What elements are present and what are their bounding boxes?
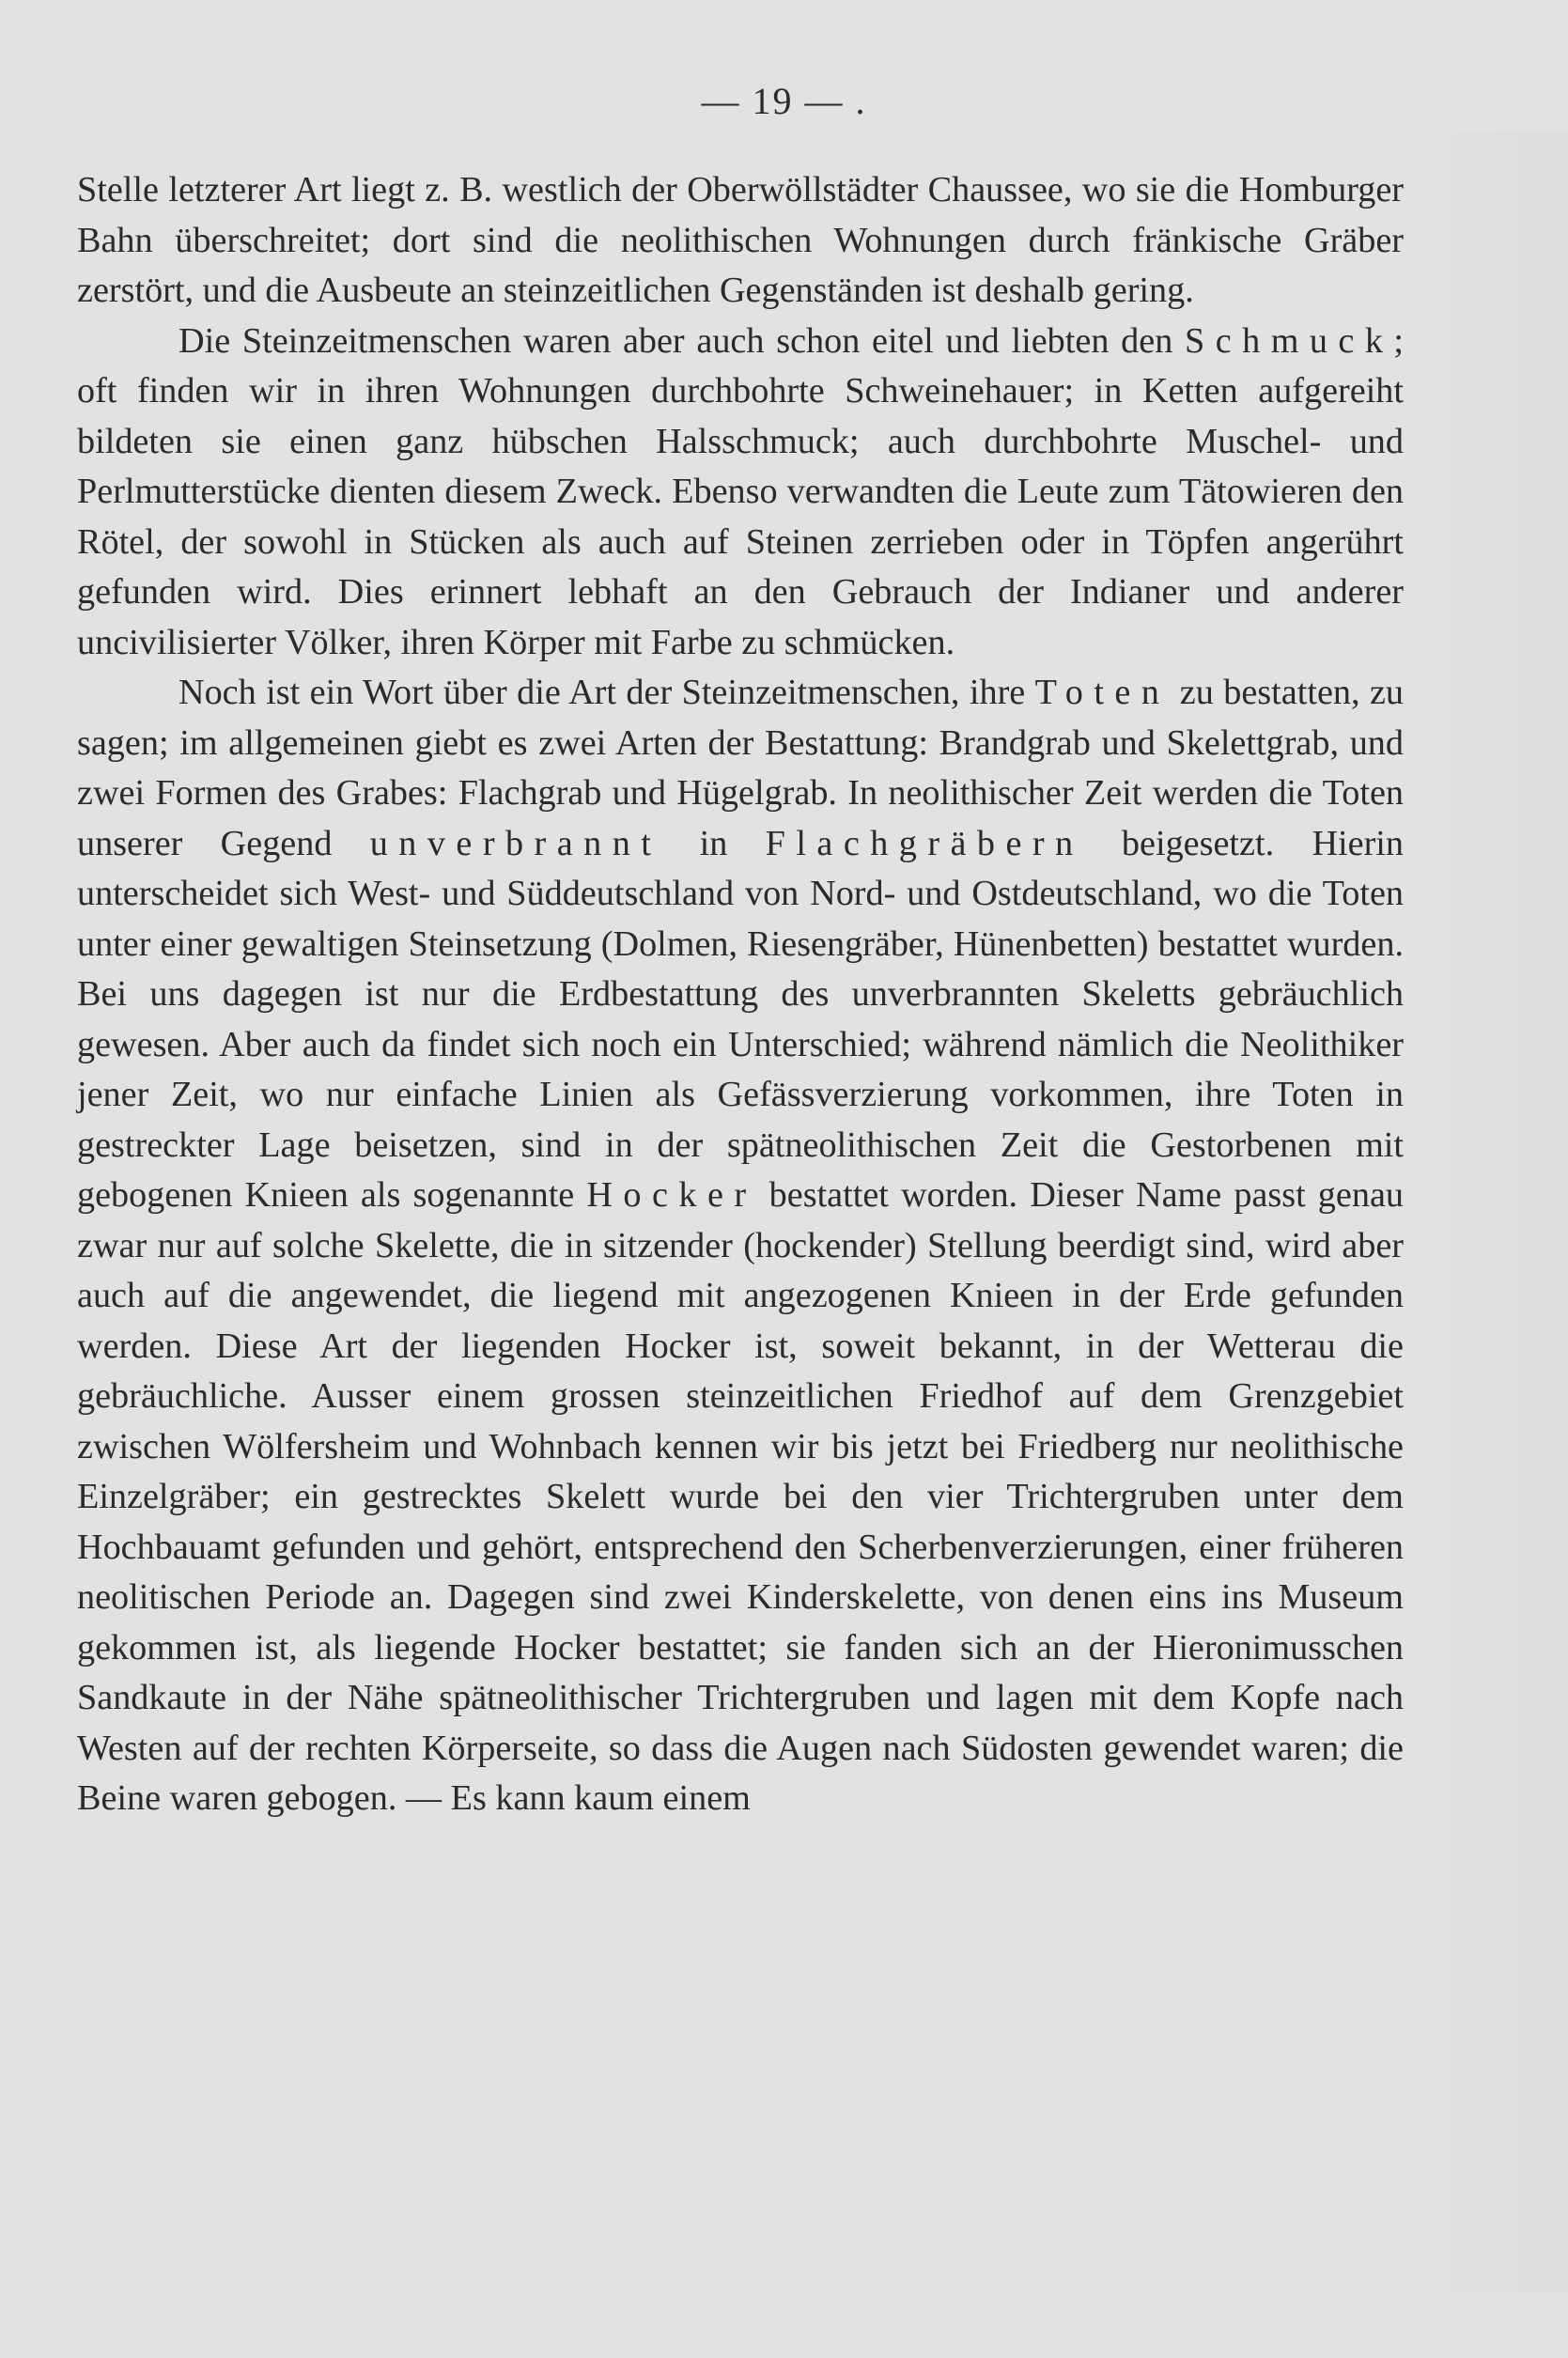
paragraph <box>77 317 1404 669</box>
text-run: zu bestatten, zu sagen; im allgemeinen giebt es zwei Arten der Bestattung: Brandgrab und Skelettgrab, und zwei Formen des Grabes: Flachgrab und Hügelgrab. In neolithischer Zeit werden die Toten unserer Gegend <box>77 673 1404 863</box>
spaced-emphasis: Hocker <box>586 1175 757 1215</box>
text-run: Die Steinzeitmenschen waren aber auch schon eitel und liebten den <box>179 320 1186 361</box>
spaced-emphasis: Flachgräbern <box>765 823 1084 863</box>
text-run: beigesetzt. Hierin unterscheidet sich West- und Süddeutschland von Nord- und Ostdeutschland, wo die Toten unter einer gewaltigen Steinsetzung (Dolmen, Riesengräber, Hünenbetten) bestattet wurden. Bei uns dagegen ist nur die Erdbestattung des unverbrannten Skeletts gebräuchlich gewesen. Aber auch da findet sich noch ein Unterschied; während nämlich die Neolithiker jener Zeit, wo nur einfache Linien als Gefässverzierung vorkommen, ihre Toten in gestreckter Lage beisetzen, sind in der spätneolithischen Zeit die Gestorbenen mit gebogenen Knieen als sogenannte <box>77 823 1405 1215</box>
spaced-emphasis: Toten <box>1034 673 1171 712</box>
page-number: — 19 — . <box>701 80 867 122</box>
spaced-emphasis: Schmuck <box>1185 320 1394 361</box>
text-run: in <box>661 823 766 863</box>
paper-shading <box>1408 132 1568 2292</box>
body-text <box>77 165 1404 1824</box>
text-run: Stelle letzterer Art liegt z. B. westlich der Oberwöllstädter Chaussee, wo sie die Homburger Bahn überschreitet; dort sind die neolithischen Wohnungen durch fränkische Gräber zerstört, und die Ausbeute an steinzeitlichen Gegenständen ist deshalb gering. <box>77 170 1404 310</box>
text-run: Noch ist ein Wort über die Art der Steinzeitmenschen, ihre <box>179 673 1035 712</box>
text-run: ; oft finden wir in ihren Wohnungen durchbohrte Schweinehauer; in Ketten aufgereiht bildeten sie einen ganz hübschen Halsschmuck; auch durchbohrte Muschel- und Perlmutterstücke dienten diesem Zweck. Ebenso verwandten die Leute zum Tätowieren den Rötel, der sowohl in Stücken als auch auf Steinen zerrieben oder in Töpfen angerührt gefunden wird. Dies erinnert lebhaft an den Gebrauch der Indianer und anderer uncivilisierter Völker, ihren Körper mit Farbe zu schmücken. <box>77 320 1404 662</box>
paragraph <box>77 165 1404 317</box>
paragraph <box>77 668 1404 1824</box>
spaced-emphasis: unverbrannt <box>369 823 662 863</box>
text-run: bestattet worden. Dieser Name passt genau zwar nur auf solche Skelette, die in sitzender (hockender) Stellung beerdigt sind, wird aber auch auf die angewendet, die liegend mit angezogenen Knieen in der Erde gefunden werden. Diese Art der liegenden Hocker ist, soweit bekannt, in der Wetterau die gebräuchliche. Ausser einem grossen steinzeitlichen Friedhof auf dem Grenzgebiet zwischen Wölfersheim und Wohnbach kennen wir bis jetzt bei Friedberg nur neolithische Einzelgräber; ein gestrecktes Skelett wurde bei den vier Trichtergruben unter dem Hochbauamt gefunden und gehört, entsprechend den Scherbenverzierungen, einer früheren neolitischen Periode an. Dagegen sind zwei Kinderskelette, von denen eins ins Museum gekommen ist, als liegende Hocker bestattet; sie fanden sich an der Hieronimusschen Sandkaute in der Nähe spätneolithischer Trichtergruben und lagen mit dem Kopfe nach Westen auf der rechten Körperseite, so dass die Augen nach Südosten gewendet waren; die Beine waren gebogen. — Es kann kaum einem <box>77 1175 1404 1818</box>
